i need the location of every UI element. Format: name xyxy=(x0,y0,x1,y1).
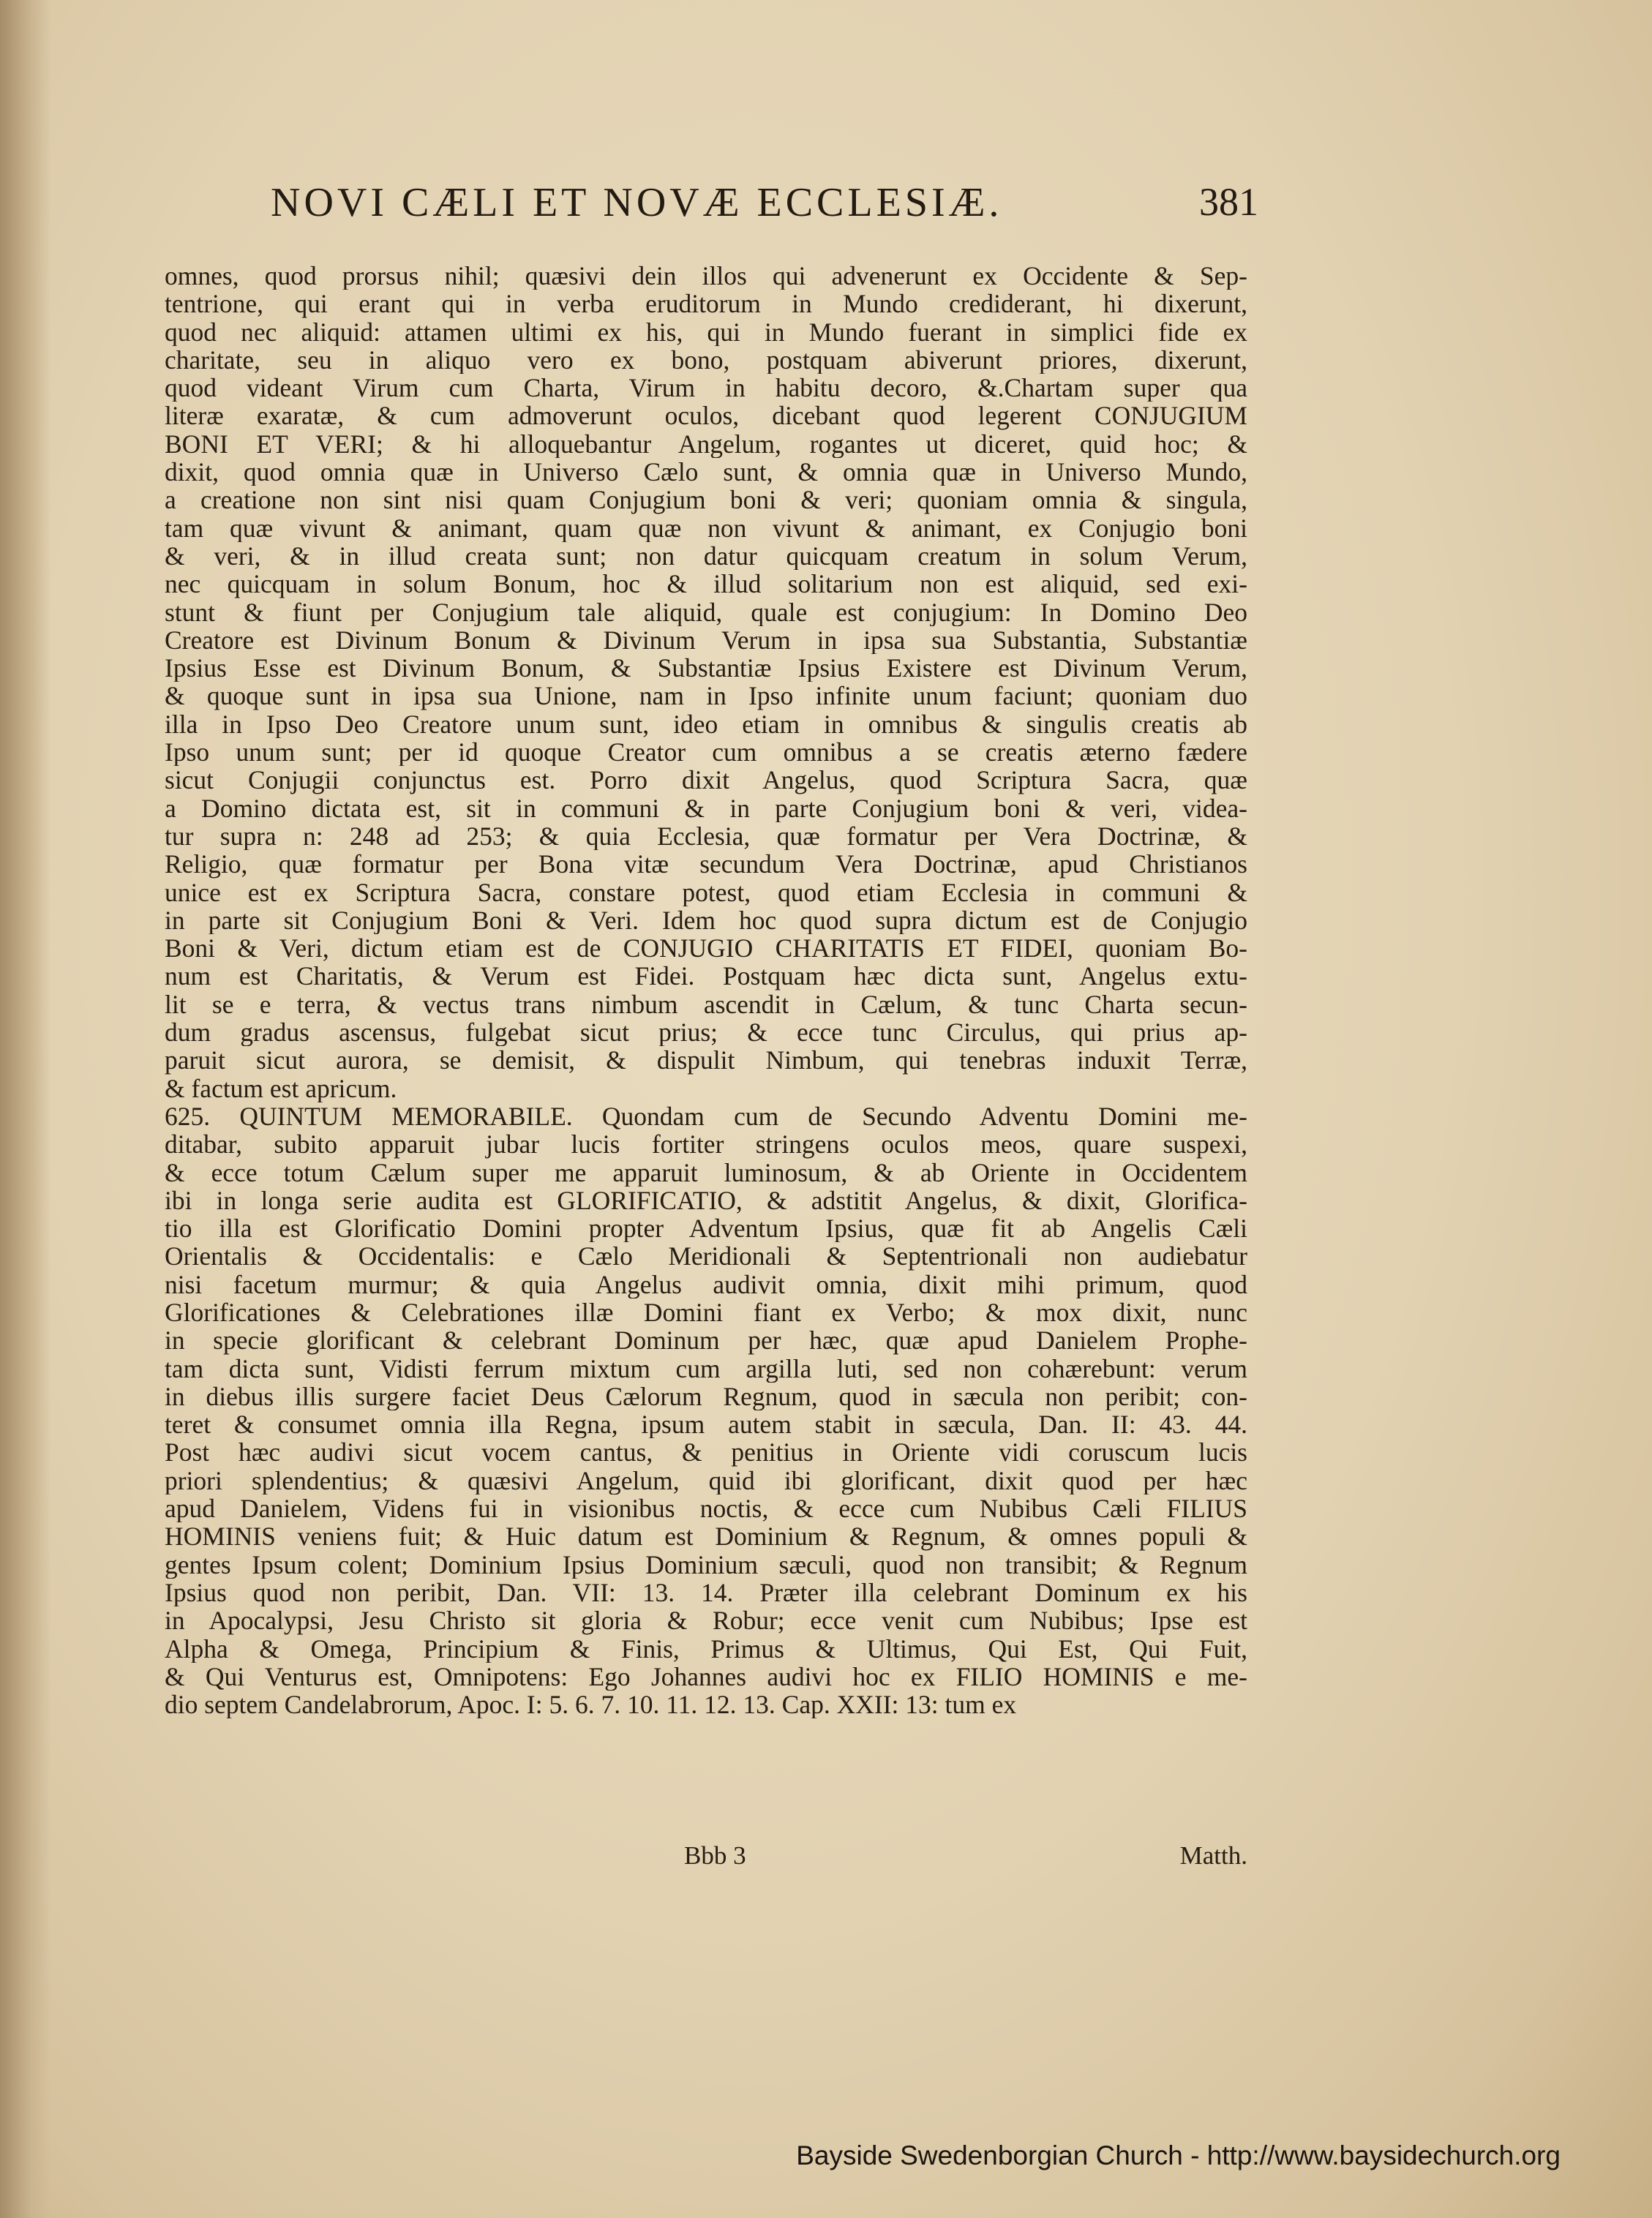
text-line: Ipso unum sunt; per id quoque Creator cum omnibus a se creatis æterno fædere xyxy=(165,738,1247,767)
text-line: omnes, quod prorsus nihil; quæsivi dein illos qui advenerunt ex Occidente & Sep- xyxy=(165,262,1247,290)
text-line: Religio, quæ formatur per Bona vitæ secundum Vera Doctrinæ, apud Christianos xyxy=(165,850,1247,879)
text-line: in parte sit Conjugium Boni & Veri. Idem hoc quod supra dictum est de Conjugio xyxy=(165,906,1247,935)
text-line: tio illa est Glorificatio Domini propter Adventum Ipsius, quæ fit ab Angelis Cæli xyxy=(165,1214,1247,1243)
body-text xyxy=(165,262,1247,1718)
page-footer xyxy=(165,1841,1247,1871)
text-line: Ipsius quod non peribit, Dan. VII: 13. 14. Præter illa celebrant Dominum ex his xyxy=(165,1578,1247,1607)
watermark-credit: Bayside Swedenborgian Church - http://www.baysidechurch.org xyxy=(796,2140,1561,2170)
text-line: sicut Conjugii conjunctus est. Porro dixit Angelus, quod Scriptura Sacra, quæ xyxy=(165,766,1247,794)
text-line: dixit, quod omnia quæ in Universo Cælo sunt, & omnia quæ in Universo Mundo, xyxy=(165,458,1247,486)
text-line: in Apocalypsi, Jesu Christo sit gloria & Robur; ecce venit cum Nubibus; Ipse est xyxy=(165,1606,1247,1635)
text-line: Boni & Veri, dictum etiam est de CONJUGIO CHARITATIS ET FIDEI, quoniam Bo- xyxy=(165,934,1247,963)
text-line: ibi in longa serie audita est GLORIFICATIO, & adstitit Angelus, & dixit, Glorifica- xyxy=(165,1186,1247,1215)
text-line: Creatore est Divinum Bonum & Divinum Verum in ipsa sua Substantia, Substantiæ xyxy=(165,625,1247,655)
text-line: quod videant Virum cum Charta, Virum in habitu decoro, &.Chartam super qua xyxy=(165,374,1247,402)
text-line: priori splendentius; & quæsivi Angelum, quid ibi glorificant, dixit quod per hæc xyxy=(165,1466,1247,1495)
text-line: quod nec aliquid: attamen ultimi ex his, qui in Mundo fuerant in simplici fide ex xyxy=(165,317,1247,346)
text-line: charitate, seu in aliquo vero ex bono, postquam abiverunt priores, dixerunt, xyxy=(165,345,1247,375)
text-line: Alpha & Omega, Principium & Finis, Primus & Ultimus, Qui Est, Qui Fuit, xyxy=(165,1634,1247,1663)
text-line: dio septem Candelabrorum, Apoc. I: 5. 6. 7. 10. 11. 12. 13. Cap. XXII: 13: tum ex xyxy=(165,1691,1017,1719)
text-line: tam dicta sunt, Vidisti ferrum mixtum cum argilla luti, sed non cohærebunt: verum xyxy=(165,1354,1247,1383)
text-line: stunt & fiunt per Conjugium tale aliquid, quale est conjugium: In Domino Deo xyxy=(165,598,1247,626)
text-line: & Qui Venturus est, Omnipotens: Ego Johannes audivi hoc ex FILIO HOMINIS e me- xyxy=(165,1662,1247,1691)
page-gutter-shadow xyxy=(0,0,51,2218)
text-line: literæ exaratæ, & cum admoverunt oculos, dicebant quod legerent CONJUGIUM xyxy=(165,402,1247,430)
text-line: apud Danielem, Videns fui in visionibus noctis, & ecce cum Nubibus Cæli FILIUS xyxy=(165,1495,1247,1523)
text-line: teret & consumet omnia illa Regna, ipsum autem stabit in sæcula, Dan. II: 43. 44. xyxy=(165,1410,1247,1439)
page-header xyxy=(271,179,1258,245)
text-line: dum gradus ascensus, fulgebat sicut prius; & ecce tunc Circulus, qui prius ap- xyxy=(165,1018,1247,1047)
text-line: & veri, & in illud creata sunt; non datur quicquam creatum in solum Verum, xyxy=(165,541,1247,571)
text-line: illa in Ipso Deo Creatore unum sunt, ideo etiam in omnibus & singulis creatis ab xyxy=(165,710,1247,739)
text-line: a creatione non sint nisi quam Conjugium boni & veri; quoniam omnia & singula, xyxy=(165,486,1247,514)
text-line: ditabar, subito apparuit jubar lucis fortiter stringens oculos meos, quare suspexi, xyxy=(165,1130,1247,1159)
text-line: nisi facetum murmur; & quia Angelus audivit omnia, dixit mihi primum, quod xyxy=(165,1270,1247,1298)
text-line: & ecce totum Cælum super me apparuit luminosum, & ab Oriente in Occidentem xyxy=(165,1158,1247,1187)
page-number: 381 xyxy=(1199,180,1258,224)
text-line: a Domino dictata est, sit in communi & in parte Conjugium boni & veri, videa- xyxy=(165,794,1247,822)
text-line: tentrione, qui erant qui in verba eruditorum in Mundo crediderant, hi dixerunt, xyxy=(165,290,1247,318)
catchword: Matth. xyxy=(1179,1841,1247,1870)
text-line: HOMINIS veniens fuit; & Huic datum est Dominium & Regnum, & omnes populi & xyxy=(165,1522,1247,1551)
text-line: BONI ET VERI; & hi alloquebantur Angelum, rogantes ut diceret, quid hoc; & xyxy=(165,429,1247,459)
text-line: Orientalis & Occidentalis: e Cælo Meridionali & Septentrionali non audiebatur xyxy=(165,1242,1247,1271)
text-line: & quoque sunt in ipsa sua Unione, nam in Ipso infinite unum faciunt; quoniam duo xyxy=(165,682,1247,710)
text-line: Ipsius Esse est Divinum Bonum, & Substantiæ Ipsius Existere est Divinum Verum, xyxy=(165,654,1247,683)
text-line: tur supra n: 248 ad 253; & quia Ecclesia, quæ formatur per Vera Doctrinæ, & xyxy=(165,822,1247,851)
text-line: 625. QUINTUM MEMORABILE. Quondam cum de Secundo Adventu Domini me- xyxy=(165,1102,1247,1131)
signature-mark: Bbb 3 xyxy=(684,1841,746,1870)
text-line: unice est ex Scriptura Sacra, constare potest, quod etiam Ecclesia in communi & xyxy=(165,878,1247,906)
text-line: nec quicquam in solum Bonum, hoc & illud solitarium non est aliquid, sed exi- xyxy=(165,570,1247,598)
text-line: gentes Ipsum colent; Dominium Ipsius Dominium sæculi, quod non transibit; & Regnum xyxy=(165,1550,1247,1579)
text-line: Glorificationes & Celebrationes illæ Domini fiant ex Verbo; & mox dixit, nunc xyxy=(165,1298,1247,1327)
text-line: num est Charitatis, & Verum est Fidei. Postquam hæc dicta sunt, Angelus extu- xyxy=(165,962,1247,990)
text-line: tam quæ vivunt & animant, quam quæ non vivunt & animant, ex Conjugio boni xyxy=(165,514,1247,542)
text-line: in specie glorificant & celebrant Dominum per hæc, quæ apud Danielem Prophe- xyxy=(165,1326,1247,1355)
text-line: & factum est apricum. xyxy=(165,1074,397,1102)
text-line: Post hæc audivi sicut vocem cantus, & penitius in Oriente vidi coruscum lucis xyxy=(165,1438,1247,1467)
running-title: NOVI CÆLI ET NOVÆ ECCLESIÆ. xyxy=(271,180,1003,225)
text-line: in diebus illis surgere faciet Deus Cælorum Regnum, quod in sæcula non peribit; con- xyxy=(165,1382,1247,1411)
text-line: lit se e terra, & vectus trans nimbum ascendit in Cælum, & tunc Charta secun- xyxy=(165,990,1247,1019)
text-line: paruit sicut aurora, se demisit, & dispulit Nimbum, qui tenebras induxit Terræ, xyxy=(165,1046,1247,1075)
